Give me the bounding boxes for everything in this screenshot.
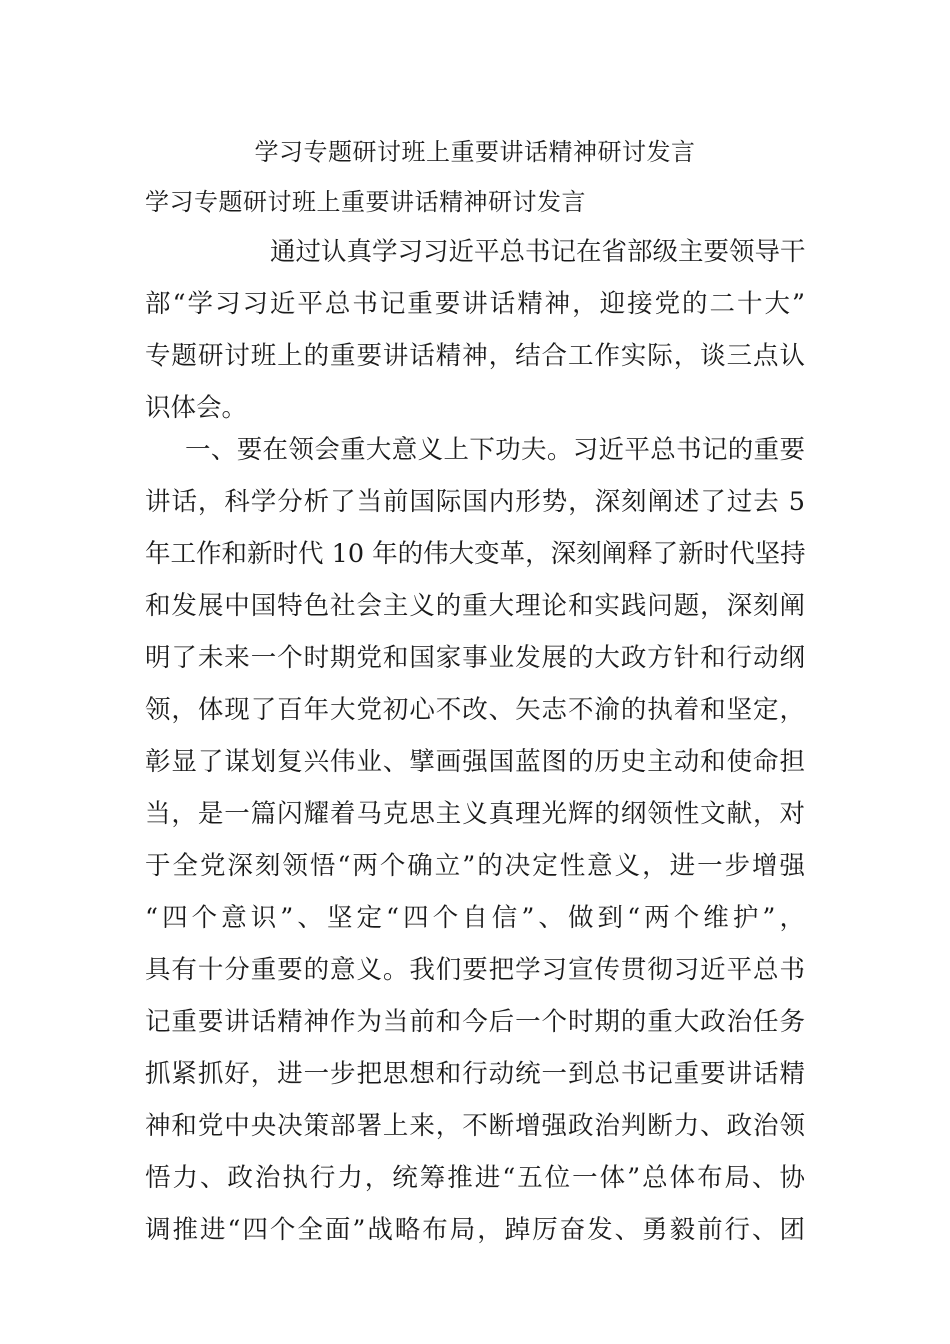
paragraph-line: 领，体现了百年大党初心不改、矢志不渝的执着和坚定， xyxy=(145,695,805,725)
intro-paragraph xyxy=(145,226,805,434)
intro-line: 专题研讨班上的重要讲话精神，结合工作实际，谈三点认 xyxy=(145,341,805,371)
paragraph-line: 于全党深刻领悟“两个确立”的决定性意义，进一步增强 xyxy=(145,851,805,881)
intro-line: 识体会。 xyxy=(145,393,248,423)
paragraph-line: 具有十分重要的意义。我们要把学习宣传贯彻习近平总书 xyxy=(145,955,805,985)
paragraph-line: 当，是一篇闪耀着马克思主义真理光辉的纲领性文献，对 xyxy=(145,799,805,829)
paragraph-line: 明了未来一个时期党和国家事业发展的大政方针和行动纲 xyxy=(145,643,805,673)
document-title: 学习专题研讨班上重要讲话精神研讨发言 xyxy=(254,138,696,166)
paragraph-line: 彰显了谋划复兴伟业、擘画强国蓝图的历史主动和使命担 xyxy=(145,747,805,777)
paragraph-line: 一、要在领会重大意义上下功夫。习近平总书记的重要 xyxy=(185,435,805,465)
paragraph-line: 神和党中央决策部署上来，不断增强政治判断力、政治领 xyxy=(145,1111,805,1141)
paragraph-one xyxy=(145,424,805,1256)
paragraph-line: 和发展中国特色社会主义的重大理论和实践问题，深刻阐 xyxy=(145,591,805,621)
paragraph-line: “四个意识”、坚定“四个自信”、做到“两个维护”， xyxy=(145,903,805,933)
paragraph-line: 调推进“四个全面”战略布局，踔厉奋发、勇毅前行、团 xyxy=(145,1215,805,1245)
paragraph-line: 抓紧抓好，进一步把思想和行动统一到总书记重要讲话精 xyxy=(145,1059,805,1089)
paragraph-line: 年工作和新时代 10 年的伟大变革，深刻阐释了新时代坚持 xyxy=(145,539,806,569)
document-subtitle: 学习专题研讨班上重要讲话精神研讨发言 xyxy=(145,188,586,216)
paragraph-line: 悟力、政治执行力，统筹推进“五位一体”总体布局、协 xyxy=(145,1163,805,1193)
paragraph-line: 讲话，科学分析了当前国际国内形势，深刻阐述了过去 5 xyxy=(145,487,805,517)
paragraph-line: 记重要讲话精神作为当前和今后一个时期的重大政治任务 xyxy=(145,1007,805,1037)
intro-line: 部“学习习近平总书记重要讲话精神，迎接党的二十大” xyxy=(145,289,805,319)
intro-line: 通过认真学习习近平总书记在省部级主要领导干 xyxy=(270,237,806,267)
